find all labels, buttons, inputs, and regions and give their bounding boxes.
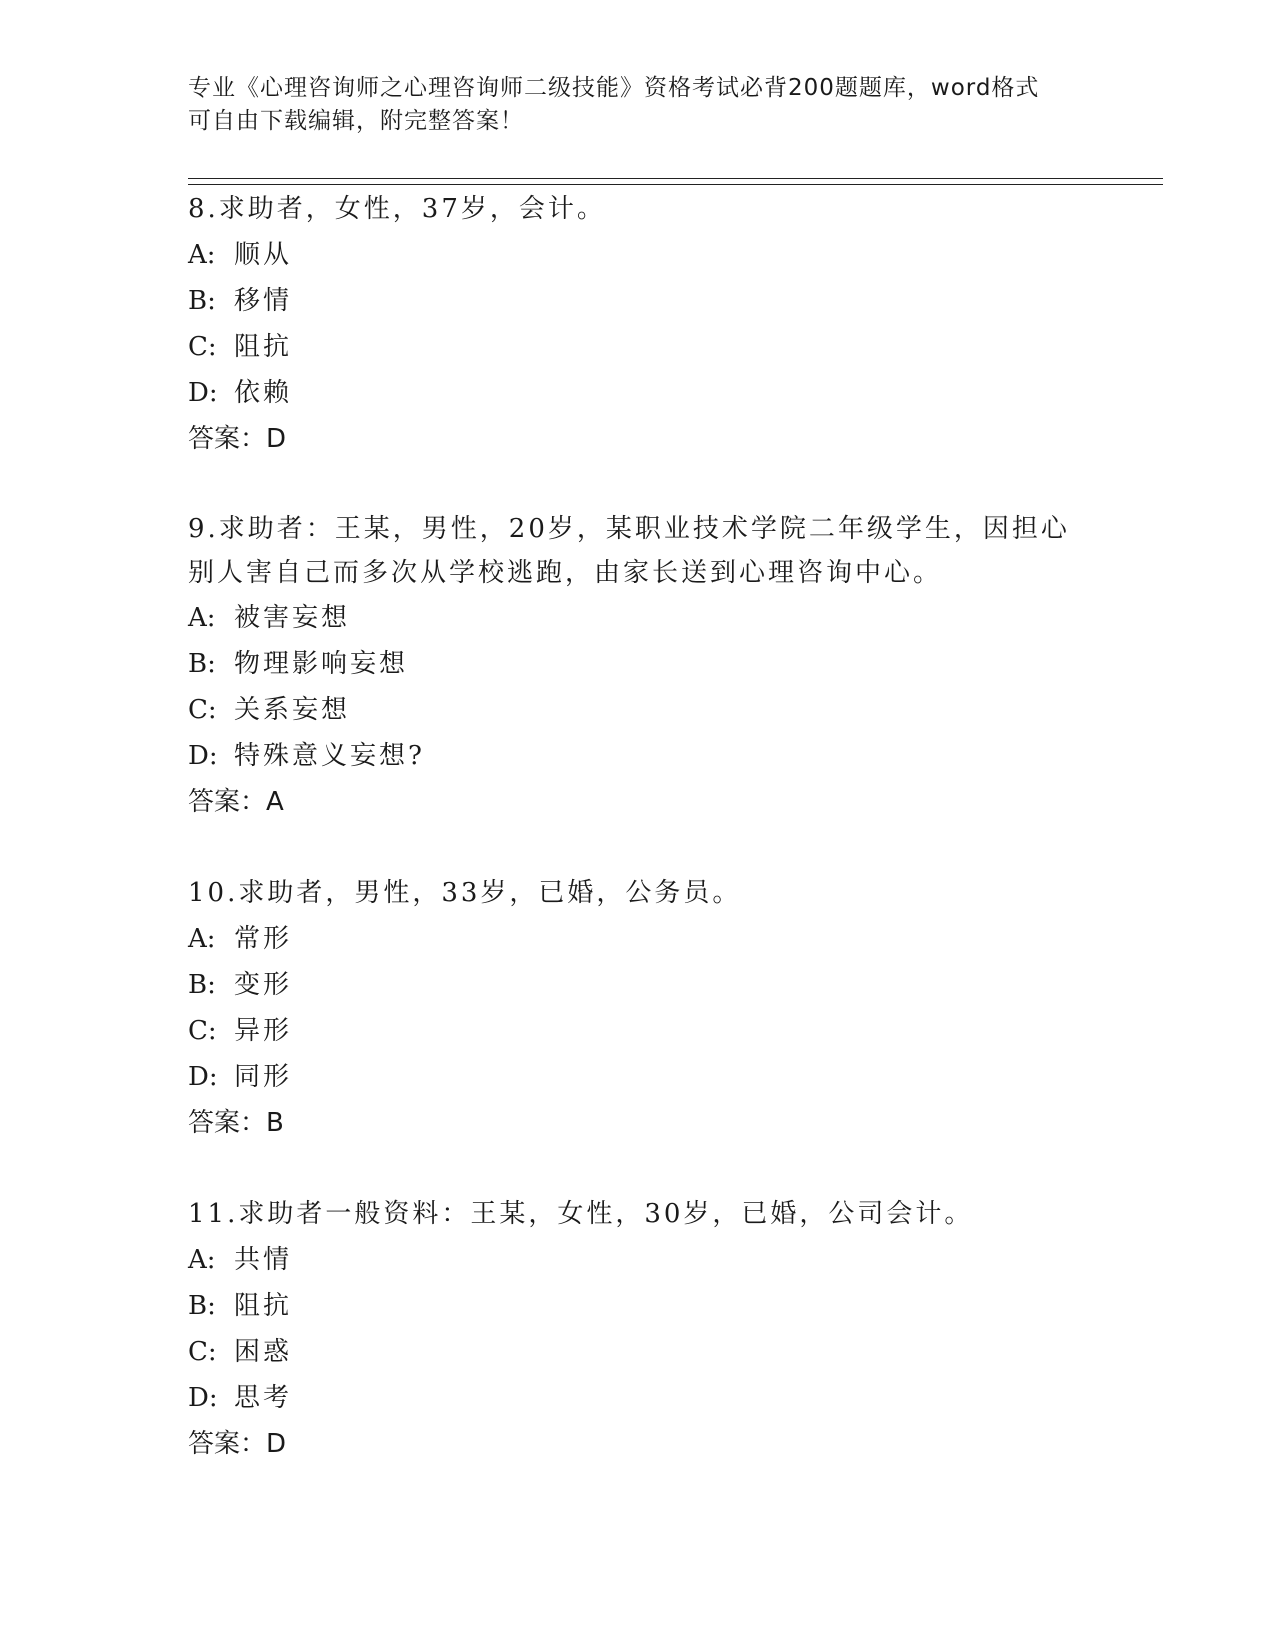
option-text: 阻抗 — [234, 332, 293, 362]
option-label: B: — [188, 286, 216, 316]
option-label: B: — [188, 649, 216, 679]
header-line-1: 专业《心理咨询师之心理咨询师二级技能》资格考试必背200题题库，word格式 — [188, 75, 1040, 101]
option-text: 物理影响妄想 — [234, 649, 409, 679]
option-label: D: — [188, 1383, 218, 1413]
option-a — [188, 1237, 1088, 1283]
option-a — [188, 916, 1088, 962]
option-c — [188, 1008, 1088, 1054]
question-list — [188, 186, 1088, 1512]
option-text: 常形 — [234, 924, 293, 954]
answer: 答案：B — [188, 1108, 284, 1138]
option-text: 异形 — [234, 1016, 293, 1046]
option-d — [188, 733, 1088, 779]
option-label: A: — [188, 240, 216, 270]
question-11 — [188, 1191, 1088, 1467]
option-c — [188, 1329, 1088, 1375]
header-divider-bottom — [188, 184, 1163, 185]
option-label: C: — [188, 695, 217, 725]
option-b — [188, 641, 1088, 687]
option-c — [188, 687, 1088, 733]
option-text: 顺从 — [234, 240, 293, 270]
question-stem: 8.求助者，女性，37岁，会计。 — [188, 194, 606, 224]
option-a — [188, 232, 1088, 278]
option-text: 被害妄想 — [234, 603, 351, 633]
option-label: C: — [188, 332, 217, 362]
question-stem: 11.求助者一般资料：王某，女性，30岁，已婚，公司会计。 — [188, 1199, 974, 1229]
option-text: 依赖 — [234, 378, 293, 408]
question-stem-continued: 别人害自己而多次从学校逃跑，由家长送到心理咨询中心。 — [188, 558, 943, 588]
option-text: 同形 — [234, 1062, 293, 1092]
option-text: 移情 — [234, 286, 293, 316]
option-text: 困惑 — [234, 1337, 293, 1367]
answer: 答案：A — [188, 787, 284, 817]
option-label: D: — [188, 1062, 218, 1092]
option-text: 思考 — [234, 1383, 293, 1413]
option-d — [188, 1375, 1088, 1421]
option-b — [188, 1283, 1088, 1329]
question-stem: 9.求助者：王某，男性，20岁，某职业技术学院二年级学生，因担心 — [188, 514, 1070, 544]
option-label: A: — [188, 924, 216, 954]
option-text: 共情 — [234, 1245, 293, 1275]
option-label: B: — [188, 1291, 216, 1321]
document-header — [188, 72, 1088, 138]
option-d — [188, 370, 1088, 416]
option-label: A: — [188, 603, 216, 633]
option-label: C: — [188, 1016, 217, 1046]
option-c — [188, 324, 1088, 370]
question-8 — [188, 186, 1088, 462]
option-label: D: — [188, 378, 218, 408]
option-text: 变形 — [234, 970, 293, 1000]
option-b — [188, 962, 1088, 1008]
option-d — [188, 1054, 1088, 1100]
option-b — [188, 278, 1088, 324]
option-text: 阻抗 — [234, 1291, 293, 1321]
option-label: B: — [188, 970, 216, 1000]
answer: 答案：D — [188, 1429, 287, 1459]
header-line-2: 可自由下载编辑，附完整答案！ — [188, 108, 524, 134]
option-a — [188, 595, 1088, 641]
question-9 — [188, 507, 1088, 825]
answer: 答案：D — [188, 424, 287, 454]
option-text: 关系妄想 — [234, 695, 351, 725]
option-text: 特殊意义妄想? — [234, 741, 425, 771]
question-stem: 10.求助者，男性，33岁，已婚，公务员。 — [188, 878, 742, 908]
question-10 — [188, 870, 1088, 1146]
option-label: C: — [188, 1337, 217, 1367]
option-label: A: — [188, 1245, 216, 1275]
option-label: D: — [188, 741, 218, 771]
header-divider-top — [188, 178, 1163, 179]
